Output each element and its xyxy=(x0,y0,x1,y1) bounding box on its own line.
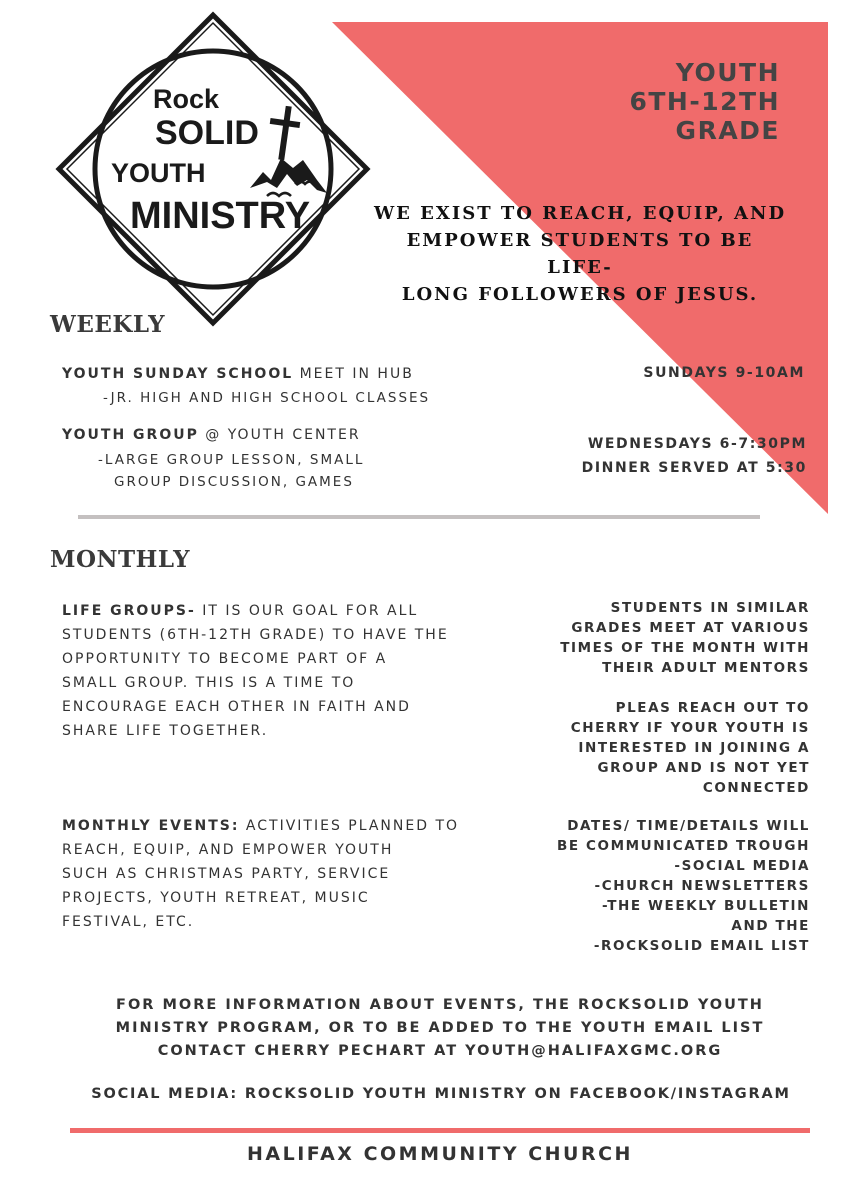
channel-line: -CHURCH NEWSLETTERS xyxy=(594,878,810,894)
contact-line: CONTACT CHERRY PECHART AT YOUTH@HALIFAXGMC.ORG xyxy=(157,1043,723,1059)
channel-line: DATES/ TIME/DETAILS WILL xyxy=(567,818,810,834)
social-media: SOCIAL MEDIA: ROCKSOLID YOUTH MINISTRY ON FACEBOOK/INSTAGRAM xyxy=(91,1086,791,1102)
grade-range xyxy=(629,58,780,145)
channel-line: BE COMMUNICATED TROUGH xyxy=(556,838,810,854)
mission-statement xyxy=(370,200,790,308)
youth-group-time xyxy=(582,432,807,480)
monthly-events-block xyxy=(62,814,502,934)
contact-line: MINISTRY PROGRAM, OR TO BE ADDED TO THE YOUTH EMAIL LIST xyxy=(115,1020,765,1036)
grade-line: 6TH-12TH xyxy=(629,87,780,116)
life-groups-schedule xyxy=(560,598,810,678)
contact-line: CONNECTED xyxy=(702,780,810,796)
sunday-school-label: YOUTH SUNDAY SCHOOL xyxy=(62,366,294,382)
contact-line: FOR MORE INFORMATION ABOUT EVENTS, THE ROCKSOLID YOUTH xyxy=(116,997,764,1013)
youth-group-title xyxy=(62,423,361,447)
life-groups-contact xyxy=(571,698,810,798)
monthly-events-label: MONTHLY EVENTS: xyxy=(62,818,240,834)
rock-solid-logo xyxy=(55,10,373,328)
monthly-events-line: PROJECTS, YOUTH RETREAT, MUSIC xyxy=(62,890,370,906)
life-groups-block xyxy=(62,599,482,743)
channel-line: AND THE xyxy=(731,918,810,934)
monthly-events-line xyxy=(62,814,502,838)
youth-group-time-2: DINNER SERVED AT 5:30 xyxy=(581,460,807,476)
contact-line: CHERRY IF YOUR YOUTH IS xyxy=(570,720,810,736)
contact-line: INTERESTED IN JOINING A xyxy=(578,740,810,756)
youth-group-detail-2: GROUP DISCUSSION, GAMES xyxy=(114,474,354,490)
life-groups-text: IT IS OUR GOAL FOR ALL xyxy=(195,603,419,619)
schedule-line: STUDENTS IN SIMILAR xyxy=(610,600,810,616)
mission-line: WE EXIST TO REACH, EQUIP, AND xyxy=(373,203,787,224)
monthly-heading: MONTHLY xyxy=(50,546,190,573)
logo-rock: Rock xyxy=(153,84,220,114)
youth-group-location: @ YOUTH CENTER xyxy=(198,427,361,443)
sunday-school-title xyxy=(62,362,414,386)
weekly-heading: WEEKLY xyxy=(50,311,166,338)
church-name: HALIFAX COMMUNITY CHURCH xyxy=(247,1143,633,1165)
youth-group-detail-1: -LARGE GROUP LESSON, SMALL xyxy=(98,452,365,468)
life-groups-line xyxy=(62,599,482,623)
contact-line: PLEAS REACH OUT TO xyxy=(615,700,810,716)
life-groups-line: OPPORTUNITY TO BECOME PART OF A xyxy=(62,651,388,667)
schedule-line: THEIR ADULT MENTORS xyxy=(602,660,810,676)
schedule-line: TIMES OF THE MONTH WITH xyxy=(560,640,810,656)
monthly-events-line: REACH, EQUIP, AND EMPOWER YOUTH xyxy=(62,842,394,858)
sunday-time: SUNDAYS 9-10AM xyxy=(643,365,805,381)
mission-line: LONG FOLLOWERS OF JESUS. xyxy=(401,284,759,305)
contact-info xyxy=(70,994,810,1063)
life-groups-line: SMALL GROUP. THIS IS A TIME TO xyxy=(62,675,356,691)
youth-group-time-1: WEDNESDAYS 6-7:30PM xyxy=(587,436,807,452)
life-groups-line: STUDENTS (6TH-12TH GRADE) TO HAVE THE xyxy=(62,627,449,643)
communication-channels xyxy=(557,816,810,956)
logo-youth: YOUTH xyxy=(111,158,206,188)
monthly-events-line: SUCH AS CHRISTMAS PARTY, SERVICE xyxy=(62,866,391,882)
contact-line: GROUP AND IS NOT YET xyxy=(597,760,810,776)
logo-ministry: MINISTRY xyxy=(130,195,311,237)
life-groups-line: SHARE LIFE TOGETHER. xyxy=(62,723,269,739)
cross-icon xyxy=(270,106,301,160)
channel-line: -THE WEEKLY BULLETIN xyxy=(601,898,810,914)
section-divider xyxy=(78,515,760,519)
sunday-school-location: MEET IN HUB xyxy=(293,366,414,382)
mountain-icon xyxy=(250,158,327,193)
life-groups-line: ENCOURAGE EACH OTHER IN FAITH AND xyxy=(62,699,411,715)
mission-line: EMPOWER STUDENTS TO BE LIFE- xyxy=(406,230,754,278)
life-groups-label: LIFE GROUPS- xyxy=(62,603,196,619)
sunday-school-detail: -JR. HIGH AND HIGH SCHOOL CLASSES xyxy=(103,390,431,406)
footer-divider xyxy=(70,1128,810,1133)
monthly-events-line: FESTIVAL, ETC. xyxy=(62,914,195,930)
monthly-events-text: ACTIVITIES PLANNED TO xyxy=(239,818,460,834)
youth-group-label: YOUTH GROUP xyxy=(62,427,199,443)
channel-line: -ROCKSOLID EMAIL LIST xyxy=(593,938,810,954)
schedule-line: GRADES MEET AT VARIOUS xyxy=(571,620,810,636)
logo-solid: SOLID xyxy=(155,114,259,152)
grade-line: GRADE xyxy=(675,116,780,145)
channel-line: -SOCIAL MEDIA xyxy=(674,858,810,874)
grade-line: YOUTH xyxy=(675,58,780,87)
